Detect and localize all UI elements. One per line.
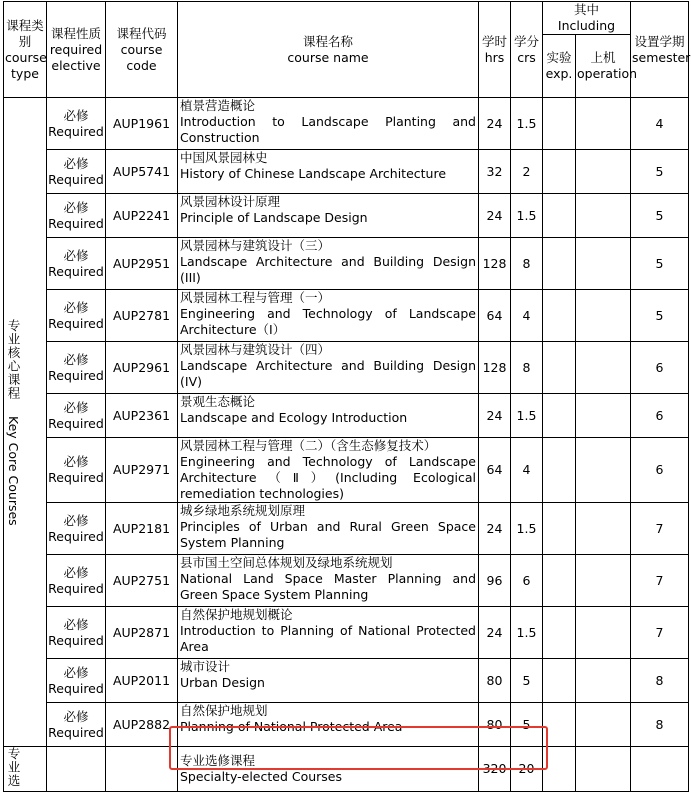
course-name: 风景园林工程与管理（一） Engineering and Technology of Landscape Architecture（Ⅰ） xyxy=(178,290,479,342)
table-row xyxy=(4,194,689,238)
table-row xyxy=(4,438,689,503)
course-operation xyxy=(576,290,631,342)
course-code: AUP2751 xyxy=(106,555,178,607)
course-hours: 24 xyxy=(479,607,511,659)
course-credits: 5 xyxy=(511,659,543,703)
elective-code xyxy=(106,747,178,792)
elective-nature xyxy=(47,747,106,792)
table-row xyxy=(4,394,689,438)
course-hours: 128 xyxy=(479,238,511,290)
course-name: 植景营造概论 Introduction to Landscape Planting and Construction xyxy=(178,98,479,150)
course-experiment xyxy=(543,659,576,703)
header-credits: 学分 crs xyxy=(511,2,543,98)
course-operation xyxy=(576,659,631,703)
course-nature: 必修 Required xyxy=(47,703,106,747)
course-name: 城乡绿地系统规划原理 Principles of Urban and Rural Green Space System Planning xyxy=(178,503,479,555)
course-semester: 7 xyxy=(631,503,689,555)
course-name: 风景园林设计原理 Principle of Landscape Design xyxy=(178,194,479,238)
course-credits: 1.5 xyxy=(511,194,543,238)
course-semester: 8 xyxy=(631,659,689,703)
course-code: AUP2781 xyxy=(106,290,178,342)
elective-course-name: 专业选修课程 Specialty-elected Courses xyxy=(178,747,479,792)
course-operation xyxy=(576,238,631,290)
table-row xyxy=(4,150,689,194)
course-credits: 1.5 xyxy=(511,503,543,555)
course-hours: 24 xyxy=(479,194,511,238)
table-row xyxy=(4,290,689,342)
course-operation xyxy=(576,607,631,659)
course-code: AUP2011 xyxy=(106,659,178,703)
course-hours: 80 xyxy=(479,703,511,747)
elective-credits: 20 xyxy=(511,747,543,792)
course-name: 景观生态概论 Landscape and Ecology Introduction xyxy=(178,394,479,438)
course-credits: 1.5 xyxy=(511,394,543,438)
course-code: AUP2961 xyxy=(106,342,178,394)
course-code: AUP2871 xyxy=(106,607,178,659)
course-nature: 必修 Required xyxy=(47,555,106,607)
course-code: AUP1961 xyxy=(106,98,178,150)
course-semester: 6 xyxy=(631,342,689,394)
header-experiment: 实验 exp. xyxy=(543,35,576,98)
course-nature: 必修 Required xyxy=(47,394,106,438)
course-credits: 8 xyxy=(511,238,543,290)
course-hours: 80 xyxy=(479,659,511,703)
course-credits: 1.5 xyxy=(511,98,543,150)
course-hours: 32 xyxy=(479,150,511,194)
header-course-type: 课程类别 course type xyxy=(4,2,47,98)
course-semester: 7 xyxy=(631,607,689,659)
course-name: 自然保护地规划 Planning of National Protected Area xyxy=(178,703,479,747)
course-experiment xyxy=(543,238,576,290)
course-name: 县市国土空间总体规划及绿地系统规划 National Land Space Master Planning and Green Space System Planning xyxy=(178,555,479,607)
header-hours: 学时 hrs xyxy=(479,2,511,98)
course-code: AUP2951 xyxy=(106,238,178,290)
course-code: AUP2361 xyxy=(106,394,178,438)
course-code: AUP2241 xyxy=(106,194,178,238)
course-experiment xyxy=(543,98,576,150)
header-semester: 设置学期 semester xyxy=(631,2,689,98)
course-hours: 64 xyxy=(479,438,511,503)
course-operation xyxy=(576,98,631,150)
course-experiment xyxy=(543,194,576,238)
course-code: AUP2181 xyxy=(106,503,178,555)
course-credits: 1.5 xyxy=(511,607,543,659)
course-operation xyxy=(576,555,631,607)
header-operation: 上机 operation xyxy=(576,35,631,98)
course-name: 自然保护地规划概论 Introduction to Planning of National Protected Area xyxy=(178,607,479,659)
course-code: AUP2971 xyxy=(106,438,178,503)
course-nature: 必修 Required xyxy=(47,194,106,238)
course-hours: 24 xyxy=(479,394,511,438)
table-row xyxy=(4,98,689,150)
course-nature: 必修 Required xyxy=(47,150,106,194)
header-course-code: 课程代码 course code xyxy=(106,2,178,98)
course-operation xyxy=(576,342,631,394)
course-nature: 必修 Required xyxy=(47,98,106,150)
header-course-nature: 课程性质 required elective xyxy=(47,2,106,98)
course-nature: 必修 Required xyxy=(47,438,106,503)
course-credits: 6 xyxy=(511,555,543,607)
course-credits: 5 xyxy=(511,703,543,747)
course-operation xyxy=(576,703,631,747)
course-name: 风景园林与建筑设计（三） Landscape Architecture and Building Design (III) xyxy=(178,238,479,290)
elective-semester xyxy=(631,747,689,792)
course-operation xyxy=(576,394,631,438)
course-hours: 64 xyxy=(479,290,511,342)
table-row xyxy=(4,238,689,290)
course-hours: 128 xyxy=(479,342,511,394)
course-experiment xyxy=(543,703,576,747)
course-nature: 必修 Required xyxy=(47,659,106,703)
course-credits: 4 xyxy=(511,290,543,342)
course-name: 风景园林工程与管理（二）（含生态修复技术） Engineering and Technology of Landscape Architecture（Ⅱ）(Including Ecological remediation technologies) xyxy=(178,438,479,503)
table-row xyxy=(4,342,689,394)
table-row xyxy=(4,503,689,555)
course-semester: 6 xyxy=(631,438,689,503)
group-elective-label: 专业选 xyxy=(4,747,47,792)
course-code: AUP2882 xyxy=(106,703,178,747)
course-semester: 6 xyxy=(631,394,689,438)
course-semester: 7 xyxy=(631,555,689,607)
course-experiment xyxy=(543,503,576,555)
course-name: 风景园林与建筑设计（四） Landscape Architecture and Building Design (IV) xyxy=(178,342,479,394)
table-row xyxy=(4,659,689,703)
elective-hours: 320 xyxy=(479,747,511,792)
elective-operation xyxy=(576,747,631,792)
header-course-name: 课程名称 course name xyxy=(178,2,479,98)
course-nature: 必修 Required xyxy=(47,290,106,342)
table-row xyxy=(4,555,689,607)
course-operation xyxy=(576,150,631,194)
course-hours: 96 xyxy=(479,555,511,607)
header-including: 其中 Including xyxy=(543,2,631,35)
elective-experiment xyxy=(543,747,576,792)
elective-row xyxy=(4,747,689,792)
course-experiment xyxy=(543,438,576,503)
course-operation xyxy=(576,503,631,555)
course-name: 中国风景园林史 History of Chinese Landscape Architecture xyxy=(178,150,479,194)
course-hours: 24 xyxy=(479,503,511,555)
course-nature: 必修 Required xyxy=(47,607,106,659)
course-experiment xyxy=(543,290,576,342)
course-experiment xyxy=(543,342,576,394)
course-experiment xyxy=(543,394,576,438)
course-semester: 5 xyxy=(631,150,689,194)
course-operation xyxy=(576,438,631,503)
course-hours: 24 xyxy=(479,98,511,150)
course-credits: 4 xyxy=(511,438,543,503)
course-name: 城市设计 Urban Design xyxy=(178,659,479,703)
course-semester: 4 xyxy=(631,98,689,150)
course-semester: 5 xyxy=(631,194,689,238)
course-semester: 8 xyxy=(631,703,689,747)
course-operation xyxy=(576,194,631,238)
course-nature: 必修 Required xyxy=(47,342,106,394)
course-nature: 必修 Required xyxy=(47,503,106,555)
table-row xyxy=(4,607,689,659)
course-code: AUP5741 xyxy=(106,150,178,194)
group-core-label: 专业核心课程 Key Core Courses xyxy=(4,98,47,747)
course-credits: 8 xyxy=(511,342,543,394)
course-credits: 2 xyxy=(511,150,543,194)
course-nature: 必修 Required xyxy=(47,238,106,290)
course-semester: 5 xyxy=(631,290,689,342)
course-experiment xyxy=(543,150,576,194)
table-row xyxy=(4,703,689,747)
course-semester: 5 xyxy=(631,238,689,290)
course-table xyxy=(3,1,689,792)
course-experiment xyxy=(543,555,576,607)
course-experiment xyxy=(543,607,576,659)
